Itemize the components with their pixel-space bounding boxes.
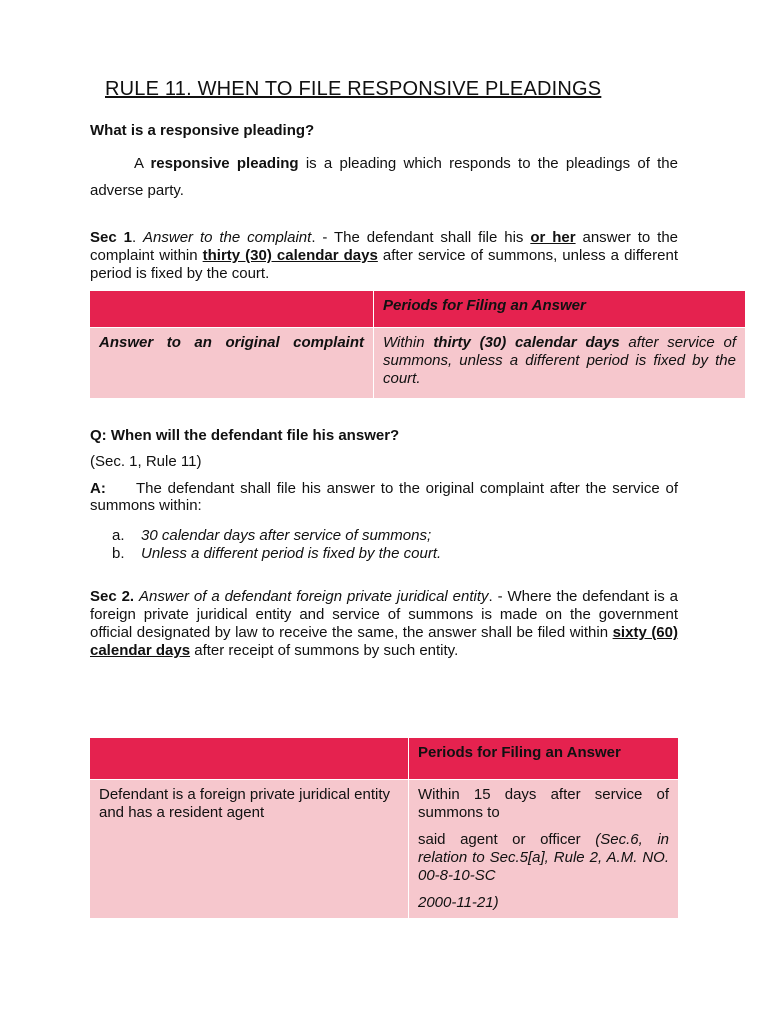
list-text: 30 calendar days after service of summons; bbox=[141, 527, 432, 544]
section-1-paragraph bbox=[90, 229, 678, 283]
table2-row-p1: Within 15 days after service of summons to bbox=[418, 786, 669, 821]
table1-row-pre: Within bbox=[383, 334, 434, 351]
list-item bbox=[112, 527, 441, 545]
citation: (Sec. 1, Rule 11) bbox=[90, 453, 202, 470]
table-row bbox=[90, 328, 745, 399]
sec1-label: Sec 1 bbox=[90, 229, 132, 246]
table1-header-empty bbox=[90, 291, 374, 328]
definition-term: responsive pleading bbox=[150, 155, 299, 172]
sec1-heading: Answer to the complaint bbox=[143, 229, 312, 246]
sec1-text-1: . - The defendant shall file his bbox=[311, 229, 531, 246]
table1-row-post: after service of summons, unless a different period is fixed by the court. bbox=[383, 334, 736, 387]
table2-row-value bbox=[409, 780, 679, 919]
periods-table-2 bbox=[90, 738, 678, 918]
table1-header: Periods for Filing an Answer bbox=[374, 291, 746, 328]
table2-header: Periods for Filing an Answer bbox=[409, 738, 679, 780]
definition-pre: A bbox=[134, 155, 151, 172]
page-title: RULE 11. WHEN TO FILE RESPONSIVE PLEADINGS bbox=[105, 78, 602, 100]
table2-row-p3: 2000-11-21) bbox=[418, 894, 499, 911]
section-2-paragraph bbox=[90, 588, 678, 660]
definition-post: is a pleading which responds to the pleadings of the adverse party. bbox=[90, 155, 678, 199]
sec2-text-1: . - Where the defendant is a foreign private juridical entity and service of summons is made on the government official designated by law to receive the same, the answer shall be filed within bbox=[90, 588, 678, 641]
answer-paragraph bbox=[90, 480, 678, 514]
table2-row-p2 bbox=[418, 831, 669, 885]
answer-text: The defendant shall file his answer to the original complaint after the service of summons within: bbox=[90, 480, 678, 514]
table1-header-row bbox=[90, 291, 745, 328]
table1-row-label: Answer to an original complaint bbox=[90, 328, 374, 399]
periods-table-1 bbox=[90, 291, 745, 398]
list-marker: a. bbox=[112, 527, 125, 544]
table-row bbox=[90, 780, 678, 919]
sec1-dot: . bbox=[131, 229, 144, 246]
answer-list bbox=[112, 527, 441, 563]
table2-row-p2-pre: said agent or officer bbox=[418, 831, 596, 848]
sec2-underline-1: sixty (60) calendar days bbox=[90, 624, 678, 659]
table1-row-value bbox=[374, 328, 746, 399]
list-marker: b. bbox=[112, 545, 125, 562]
sec1-text-3: after service of summons, unless a different period is fixed by the court. bbox=[90, 247, 678, 282]
sec2-heading: Answer of a defendant foreign private juridical entity bbox=[139, 588, 489, 605]
sec1-underline-2: thirty (30) calendar days bbox=[202, 247, 378, 264]
definition-paragraph bbox=[90, 150, 678, 204]
sec2-label: Sec 2. bbox=[90, 588, 135, 605]
list-text: Unless a different period is fixed by the court. bbox=[141, 545, 442, 562]
question-when-file-answer: Q: When will the defendant file his answer? bbox=[90, 427, 400, 444]
answer-label: A: bbox=[90, 480, 106, 497]
table2-row-label: Defendant is a foreign private juridical entity and has a resident agent bbox=[90, 780, 409, 919]
list-item bbox=[112, 545, 441, 563]
table1-row-bold: thirty (30) calendar days bbox=[433, 334, 620, 351]
table2-header-row bbox=[90, 738, 678, 780]
table2-row-p2-italic: (Sec.6, in relation to Sec.5[a], Rule 2, A.M. NO. 00-8-10-SC bbox=[418, 831, 669, 884]
sec1-underline-1: or her bbox=[530, 229, 576, 246]
table2-header-empty bbox=[90, 738, 409, 780]
question-what-is-responsive-pleading: What is a responsive pleading? bbox=[90, 122, 315, 139]
sec2-text-2: after receipt of summons by such entity. bbox=[190, 642, 459, 659]
sec1-text-2: answer to the complaint within bbox=[90, 229, 679, 264]
